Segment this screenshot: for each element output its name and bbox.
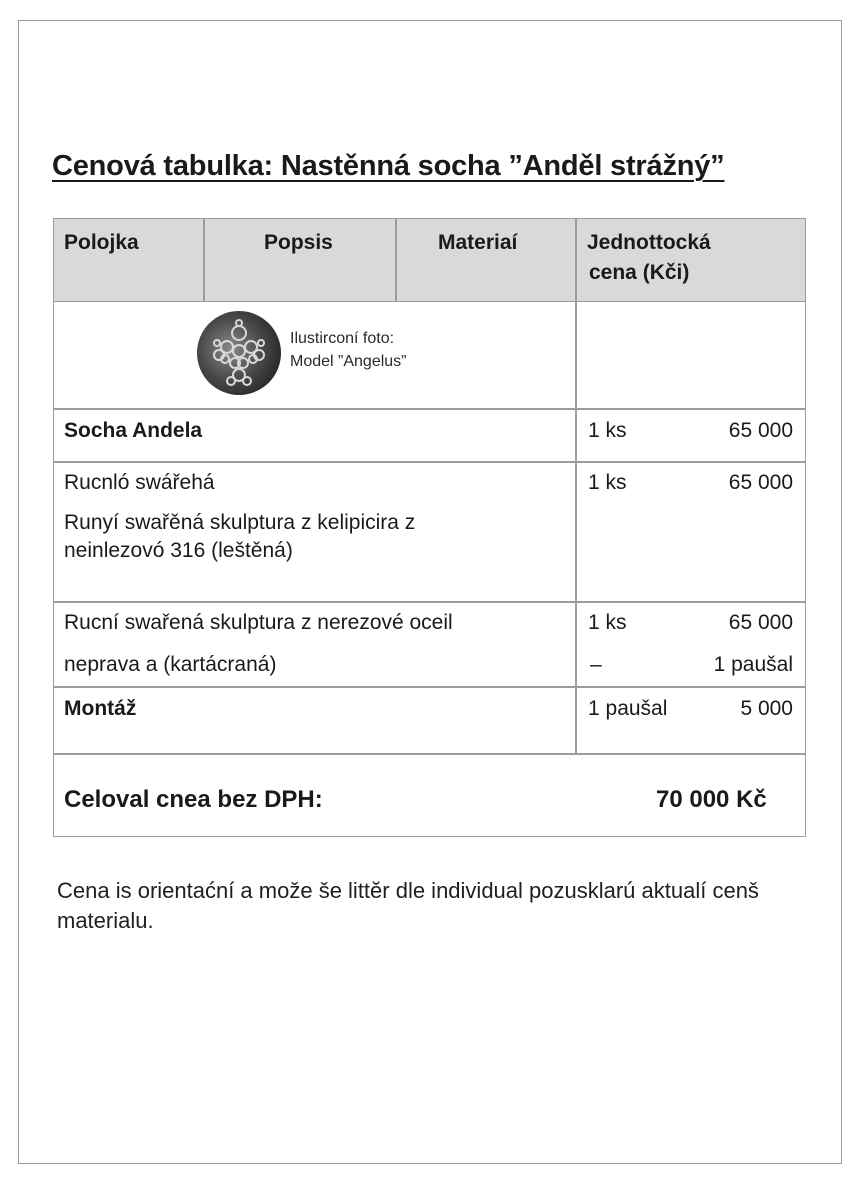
row-divider	[54, 753, 805, 755]
price-table	[53, 218, 806, 837]
row-qty: 1 ks	[588, 611, 627, 634]
header-divider	[203, 219, 205, 302]
price-column-divider	[575, 219, 577, 754]
row-qty: –	[590, 653, 602, 676]
row-price: 65 000	[728, 419, 793, 442]
row-price: 5 000	[740, 697, 793, 720]
row-divider	[54, 461, 805, 463]
row-divider	[54, 601, 805, 603]
row-qty: 1 ks	[588, 471, 627, 494]
row-label: Socha Andela	[64, 419, 203, 442]
total-label: Celoval cnea bez DPH:	[64, 786, 323, 813]
price-note: Cena is orientaćní a može še littĕr dle individual pozusklarú aktualí cenš materialu.	[57, 878, 759, 933]
header-divider	[395, 219, 397, 302]
row-description: Runyí swařěná skulptura z kelipicira z	[64, 511, 416, 534]
angel-sculpture-photo	[197, 311, 281, 395]
row-description: neprava a (kartácraná)	[64, 653, 277, 676]
row-description: neinlezovó 316 (leštěná)	[64, 539, 293, 562]
page-title: Cenová tabulka: Nastěnná socha ”Anděl strážný”	[52, 150, 725, 182]
row-divider	[54, 408, 805, 410]
row-price: 65 000	[728, 471, 793, 494]
row-qty: 1 ks	[588, 419, 627, 442]
row-price: 1 paušal	[713, 653, 793, 676]
header-unit-price-2: cena (Kči)	[589, 261, 690, 284]
row-label: Rucní swařená skulptura z nerezové oceil	[64, 611, 453, 634]
table-header	[54, 219, 805, 302]
header-popsis: Popsis	[264, 231, 333, 254]
row-qty: 1 paušal	[588, 697, 668, 720]
header-unit-price-1: Jednottocká	[587, 231, 711, 254]
photo-caption-line: Model ”Angelus”	[290, 353, 407, 370]
photo-caption	[290, 327, 407, 373]
header-polojka: Polojka	[64, 231, 139, 254]
row-price: 65 000	[728, 611, 793, 634]
row-label: Montáž	[64, 697, 137, 720]
row-label: Rucnló swářehá	[64, 471, 215, 494]
row-divider	[54, 686, 805, 688]
header-material: Materiaí	[438, 231, 518, 254]
photo-caption-line: Ilustirconí foto:	[290, 330, 395, 347]
total-value: 70 000 Kč	[656, 786, 767, 813]
